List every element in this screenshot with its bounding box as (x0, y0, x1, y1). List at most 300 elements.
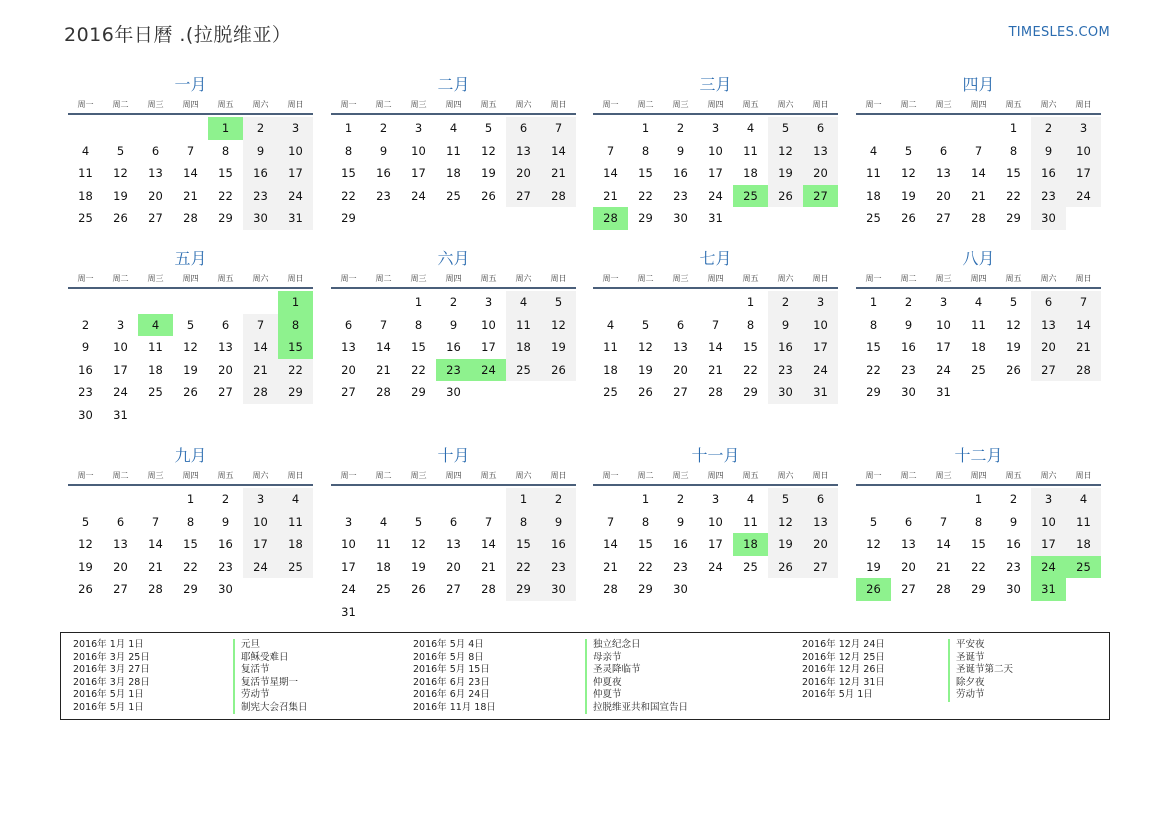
day-cell[interactable]: 22 (971, 559, 986, 574)
day-cell[interactable]: 9 (541, 511, 576, 534)
day-cell[interactable]: 7 (939, 514, 948, 529)
day-cell[interactable]: 17 (803, 336, 838, 359)
day-cell[interactable]: 1 (869, 295, 878, 309)
day-cell[interactable]: 11 (971, 317, 986, 332)
day-cell[interactable]: 31 (936, 385, 951, 399)
day-cell[interactable]: 23 (78, 385, 93, 399)
day-cell[interactable]: 7 (974, 143, 983, 158)
day-cell[interactable]: 11 (743, 514, 758, 529)
day-cell[interactable]: 14 (936, 537, 951, 551)
day-cell[interactable]: 10 (936, 317, 951, 332)
day-cell[interactable]: 14 (603, 537, 618, 551)
day-cell[interactable]: 2 (541, 488, 576, 511)
day-cell[interactable]: 29 (638, 582, 653, 596)
day-cell[interactable]: 30 (218, 582, 233, 596)
day-cell[interactable]: 5 (186, 317, 195, 332)
day-cell[interactable]: 10 (243, 511, 278, 534)
day-cell[interactable]: 27 (1031, 359, 1066, 382)
day-cell[interactable]: 22 (866, 362, 881, 377)
day-cell[interactable]: 24 (936, 362, 951, 377)
day-cell[interactable]: 9 (1031, 140, 1066, 163)
day-cell[interactable]: 26 (113, 211, 128, 225)
day-cell[interactable]: 16 (243, 162, 278, 185)
day-cell[interactable]: 6 (1031, 291, 1066, 314)
day-cell[interactable]: 5 (541, 291, 576, 314)
day-cell[interactable]: 16 (1006, 537, 1021, 551)
day-cell[interactable]: 4 (278, 488, 313, 511)
day-cell[interactable]: 26 (481, 188, 496, 203)
day-cell[interactable]: 23 (541, 556, 576, 579)
day-cell[interactable]: 12 (638, 340, 653, 354)
day-cell[interactable]: 13 (506, 140, 541, 163)
day-cell[interactable]: 6 (221, 317, 230, 332)
day-cell[interactable]: 11 (278, 511, 313, 534)
day-cell[interactable]: 23 (901, 362, 916, 377)
day-cell[interactable]: 15 (743, 340, 758, 354)
day-cell[interactable]: 7 (711, 317, 720, 332)
day-cell[interactable]: 4 (746, 121, 755, 135)
day-cell[interactable]: 27 (673, 385, 688, 399)
day-cell[interactable]: 22 (743, 362, 758, 377)
day-cell[interactable]: 15 (506, 533, 541, 556)
day-cell[interactable]: 5 (641, 317, 650, 332)
day-cell[interactable]: 6 (151, 143, 160, 158)
day-cell[interactable]: 4 (449, 121, 458, 135)
day-cell[interactable]: 22 (278, 359, 313, 382)
day-cell[interactable]: 20 (936, 188, 951, 203)
day-cell[interactable]: 7 (243, 314, 278, 337)
day-cell[interactable]: 19 (638, 362, 653, 377)
day-cell[interactable]: 22 (411, 362, 426, 377)
day-cell[interactable]: 24 (803, 359, 838, 382)
day-cell[interactable]: 31 (341, 604, 356, 619)
day-cell[interactable]: 3 (414, 121, 423, 135)
day-cell[interactable]: 7 (541, 117, 576, 140)
day-cell[interactable]: 28 (603, 582, 618, 596)
holiday-day-cell[interactable]: 28 (593, 207, 628, 230)
day-cell[interactable]: 10 (1066, 140, 1101, 163)
day-cell[interactable]: 13 (446, 537, 461, 551)
day-cell[interactable]: 8 (344, 143, 353, 158)
day-cell[interactable]: 26 (1006, 362, 1021, 377)
day-cell[interactable]: 20 (113, 559, 128, 574)
day-cell[interactable]: 9 (243, 140, 278, 163)
holiday-day-cell[interactable]: 26 (856, 578, 891, 601)
day-cell[interactable]: 10 (708, 514, 723, 529)
day-cell[interactable]: 1 (641, 121, 650, 135)
day-cell[interactable]: 28 (1066, 359, 1101, 382)
holiday-day-cell[interactable]: 31 (1031, 578, 1066, 601)
day-cell[interactable]: 13 (341, 340, 356, 354)
day-cell[interactable]: 1 (414, 295, 423, 309)
day-cell[interactable]: 18 (743, 166, 758, 180)
day-cell[interactable]: 27 (341, 385, 356, 399)
day-cell[interactable]: 24 (113, 385, 128, 399)
day-cell[interactable]: 9 (768, 314, 803, 337)
day-cell[interactable]: 10 (1031, 511, 1066, 534)
day-cell[interactable]: 13 (1031, 314, 1066, 337)
day-cell[interactable]: 30 (901, 385, 916, 399)
day-cell[interactable]: 29 (341, 211, 356, 225)
day-cell[interactable]: 13 (148, 166, 163, 180)
day-cell[interactable]: 30 (78, 407, 93, 422)
day-cell[interactable]: 16 (768, 336, 803, 359)
day-cell[interactable]: 3 (344, 514, 353, 529)
day-cell[interactable]: 9 (1009, 514, 1018, 529)
holiday-day-cell[interactable]: 25 (1066, 556, 1101, 579)
day-cell[interactable]: 23 (1006, 559, 1021, 574)
day-cell[interactable]: 20 (148, 188, 163, 203)
day-cell[interactable]: 12 (901, 166, 916, 180)
day-cell[interactable]: 22 (638, 559, 653, 574)
day-cell[interactable]: 13 (673, 340, 688, 354)
day-cell[interactable]: 15 (341, 166, 356, 180)
day-cell[interactable]: 20 (218, 362, 233, 377)
day-cell[interactable]: 13 (803, 511, 838, 534)
day-cell[interactable]: 28 (936, 582, 951, 596)
day-cell[interactable]: 15 (183, 537, 198, 551)
day-cell[interactable]: 29 (506, 578, 541, 601)
day-cell[interactable]: 20 (341, 362, 356, 377)
day-cell[interactable]: 1 (1009, 121, 1018, 135)
day-cell[interactable]: 29 (866, 385, 881, 399)
day-cell[interactable]: 8 (641, 143, 650, 158)
day-cell[interactable]: 31 (803, 381, 838, 404)
day-cell[interactable]: 26 (183, 385, 198, 399)
day-cell[interactable]: 5 (1009, 295, 1018, 309)
day-cell[interactable]: 9 (81, 340, 90, 354)
day-cell[interactable]: 25 (446, 188, 461, 203)
day-cell[interactable]: 11 (78, 166, 93, 180)
day-cell[interactable]: 8 (506, 511, 541, 534)
day-cell[interactable]: 4 (1066, 488, 1101, 511)
day-cell[interactable]: 12 (1006, 317, 1021, 332)
day-cell[interactable]: 29 (1006, 211, 1021, 225)
day-cell[interactable]: 3 (278, 117, 313, 140)
day-cell[interactable]: 17 (936, 340, 951, 354)
day-cell[interactable]: 23 (1031, 185, 1066, 208)
day-cell[interactable]: 12 (183, 340, 198, 354)
day-cell[interactable]: 16 (218, 537, 233, 551)
day-cell[interactable]: 7 (379, 317, 388, 332)
day-cell[interactable]: 14 (541, 140, 576, 163)
day-cell[interactable]: 24 (243, 556, 278, 579)
day-cell[interactable]: 30 (1031, 207, 1066, 230)
day-cell[interactable]: 4 (606, 317, 615, 332)
day-cell[interactable]: 24 (411, 188, 426, 203)
day-cell[interactable]: 30 (243, 207, 278, 230)
day-cell[interactable]: 10 (803, 314, 838, 337)
day-cell[interactable]: 18 (603, 362, 618, 377)
day-cell[interactable]: 15 (971, 537, 986, 551)
day-cell[interactable]: 7 (606, 514, 615, 529)
day-cell[interactable]: 2 (1009, 492, 1018, 506)
day-cell[interactable]: 5 (768, 117, 803, 140)
day-cell[interactable]: 31 (278, 207, 313, 230)
day-cell[interactable]: 6 (904, 514, 913, 529)
day-cell[interactable]: 10 (113, 340, 128, 354)
day-cell[interactable]: 16 (1031, 162, 1066, 185)
day-cell[interactable]: 16 (78, 362, 93, 377)
day-cell[interactable]: 20 (673, 362, 688, 377)
day-cell[interactable]: 1 (974, 492, 983, 506)
day-cell[interactable]: 12 (541, 314, 576, 337)
day-cell[interactable]: 8 (414, 317, 423, 332)
day-cell[interactable]: 24 (708, 188, 723, 203)
day-cell[interactable]: 16 (901, 340, 916, 354)
day-cell[interactable]: 6 (344, 317, 353, 332)
day-cell[interactable]: 31 (113, 407, 128, 422)
day-cell[interactable]: 20 (446, 559, 461, 574)
day-cell[interactable]: 15 (638, 537, 653, 551)
day-cell[interactable]: 18 (78, 188, 93, 203)
day-cell[interactable]: 18 (866, 188, 881, 203)
day-cell[interactable]: 22 (183, 559, 198, 574)
day-cell[interactable]: 19 (183, 362, 198, 377)
day-cell[interactable]: 11 (506, 314, 541, 337)
day-cell[interactable]: 19 (768, 162, 803, 185)
day-cell[interactable]: 21 (1066, 336, 1101, 359)
day-cell[interactable]: 23 (243, 185, 278, 208)
day-cell[interactable]: 28 (708, 385, 723, 399)
day-cell[interactable]: 27 (446, 582, 461, 596)
day-cell[interactable]: 30 (1006, 582, 1021, 596)
day-cell[interactable]: 14 (1066, 314, 1101, 337)
day-cell[interactable]: 21 (603, 559, 618, 574)
day-cell[interactable]: 11 (743, 143, 758, 158)
day-cell[interactable]: 11 (446, 143, 461, 158)
day-cell[interactable]: 30 (541, 578, 576, 601)
day-cell[interactable]: 12 (866, 537, 881, 551)
day-cell[interactable]: 7 (606, 143, 615, 158)
day-cell[interactable]: 10 (278, 140, 313, 163)
day-cell[interactable]: 3 (711, 492, 720, 506)
day-cell[interactable]: 12 (768, 511, 803, 534)
day-cell[interactable]: 18 (148, 362, 163, 377)
day-cell[interactable]: 19 (541, 336, 576, 359)
day-cell[interactable]: 22 (638, 188, 653, 203)
day-cell[interactable]: 17 (113, 362, 128, 377)
day-cell[interactable]: 2 (904, 295, 913, 309)
day-cell[interactable]: 21 (183, 188, 198, 203)
day-cell[interactable]: 20 (901, 559, 916, 574)
day-cell[interactable]: 26 (768, 556, 803, 579)
day-cell[interactable]: 13 (218, 340, 233, 354)
day-cell[interactable]: 17 (481, 340, 496, 354)
day-cell[interactable]: 11 (1066, 511, 1101, 534)
day-cell[interactable]: 27 (506, 185, 541, 208)
day-cell[interactable]: 2 (81, 317, 90, 332)
day-cell[interactable]: 29 (743, 385, 758, 399)
day-cell[interactable]: 15 (866, 340, 881, 354)
day-cell[interactable]: 14 (603, 166, 618, 180)
day-cell[interactable]: 28 (541, 185, 576, 208)
day-cell[interactable]: 1 (186, 492, 195, 506)
day-cell[interactable]: 8 (641, 514, 650, 529)
holiday-day-cell[interactable]: 25 (733, 185, 768, 208)
day-cell[interactable]: 1 (506, 488, 541, 511)
day-cell[interactable]: 30 (446, 385, 461, 399)
day-cell[interactable]: 19 (901, 188, 916, 203)
day-cell[interactable]: 7 (1066, 291, 1101, 314)
day-cell[interactable]: 18 (278, 533, 313, 556)
day-cell[interactable]: 3 (939, 295, 948, 309)
day-cell[interactable]: 4 (81, 143, 90, 158)
day-cell[interactable]: 29 (971, 582, 986, 596)
day-cell[interactable]: 13 (803, 140, 838, 163)
day-cell[interactable]: 28 (376, 385, 391, 399)
day-cell[interactable]: 27 (936, 211, 951, 225)
day-cell[interactable]: 6 (803, 488, 838, 511)
day-cell[interactable]: 25 (866, 211, 881, 225)
day-cell[interactable]: 8 (974, 514, 983, 529)
day-cell[interactable]: 22 (341, 188, 356, 203)
day-cell[interactable]: 4 (746, 492, 755, 506)
day-cell[interactable]: 7 (186, 143, 195, 158)
day-cell[interactable]: 2 (676, 492, 685, 506)
day-cell[interactable]: 27 (148, 211, 163, 225)
day-cell[interactable]: 21 (243, 359, 278, 382)
day-cell[interactable]: 28 (183, 211, 198, 225)
day-cell[interactable]: 23 (218, 559, 233, 574)
day-cell[interactable]: 15 (638, 166, 653, 180)
day-cell[interactable]: 1 (746, 295, 755, 309)
day-cell[interactable]: 20 (506, 162, 541, 185)
day-cell[interactable]: 25 (506, 359, 541, 382)
day-cell[interactable]: 31 (708, 211, 723, 225)
day-cell[interactable]: 13 (936, 166, 951, 180)
day-cell[interactable]: 16 (673, 537, 688, 551)
holiday-day-cell[interactable]: 1 (208, 117, 243, 140)
day-cell[interactable]: 13 (113, 537, 128, 551)
day-cell[interactable]: 2 (379, 121, 388, 135)
day-cell[interactable]: 19 (411, 559, 426, 574)
day-cell[interactable]: 5 (414, 514, 423, 529)
day-cell[interactable]: 19 (866, 559, 881, 574)
day-cell[interactable]: 2 (676, 121, 685, 135)
day-cell[interactable]: 21 (541, 162, 576, 185)
day-cell[interactable]: 16 (541, 533, 576, 556)
day-cell[interactable]: 30 (768, 381, 803, 404)
day-cell[interactable]: 26 (541, 359, 576, 382)
day-cell[interactable]: 2 (449, 295, 458, 309)
day-cell[interactable]: 24 (341, 582, 356, 596)
day-cell[interactable]: 10 (341, 537, 356, 551)
day-cell[interactable]: 26 (768, 185, 803, 208)
day-cell[interactable]: 9 (379, 143, 388, 158)
day-cell[interactable]: 6 (676, 317, 685, 332)
day-cell[interactable]: 2 (768, 291, 803, 314)
day-cell[interactable]: 9 (904, 317, 913, 332)
day-cell[interactable]: 19 (113, 188, 128, 203)
day-cell[interactable]: 5 (116, 143, 125, 158)
day-cell[interactable]: 27 (218, 385, 233, 399)
day-cell[interactable]: 19 (78, 559, 93, 574)
day-cell[interactable]: 26 (901, 211, 916, 225)
day-cell[interactable]: 28 (481, 582, 496, 596)
holiday-day-cell[interactable]: 8 (278, 314, 313, 337)
day-cell[interactable]: 6 (449, 514, 458, 529)
day-cell[interactable]: 21 (603, 188, 618, 203)
day-cell[interactable]: 21 (148, 559, 163, 574)
holiday-day-cell[interactable]: 27 (803, 185, 838, 208)
day-cell[interactable]: 10 (411, 143, 426, 158)
day-cell[interactable]: 24 (278, 185, 313, 208)
day-cell[interactable]: 11 (866, 166, 881, 180)
day-cell[interactable]: 6 (939, 143, 948, 158)
day-cell[interactable]: 13 (901, 537, 916, 551)
day-cell[interactable]: 8 (869, 317, 878, 332)
day-cell[interactable]: 12 (78, 537, 93, 551)
day-cell[interactable]: 25 (603, 385, 618, 399)
day-cell[interactable]: 10 (481, 317, 496, 332)
day-cell[interactable]: 15 (411, 340, 426, 354)
day-cell[interactable]: 19 (1006, 340, 1021, 354)
day-cell[interactable]: 14 (243, 336, 278, 359)
day-cell[interactable]: 17 (708, 537, 723, 551)
day-cell[interactable]: 17 (243, 533, 278, 556)
day-cell[interactable]: 5 (484, 121, 493, 135)
day-cell[interactable]: 11 (376, 537, 391, 551)
day-cell[interactable]: 28 (148, 582, 163, 596)
day-cell[interactable]: 2 (221, 492, 230, 506)
day-cell[interactable]: 29 (183, 582, 198, 596)
day-cell[interactable]: 5 (768, 488, 803, 511)
day-cell[interactable]: 16 (446, 340, 461, 354)
day-cell[interactable]: 15 (218, 166, 233, 180)
day-cell[interactable]: 5 (869, 514, 878, 529)
day-cell[interactable]: 18 (1066, 533, 1101, 556)
day-cell[interactable]: 5 (904, 143, 913, 158)
day-cell[interactable]: 16 (376, 166, 391, 180)
day-cell[interactable]: 20 (803, 533, 838, 556)
holiday-day-cell[interactable]: 4 (138, 314, 173, 337)
day-cell[interactable]: 22 (1006, 188, 1021, 203)
day-cell[interactable]: 12 (411, 537, 426, 551)
day-cell[interactable]: 3 (116, 317, 125, 332)
day-cell[interactable]: 24 (708, 559, 723, 574)
day-cell[interactable]: 14 (708, 340, 723, 354)
day-cell[interactable]: 14 (481, 537, 496, 551)
day-cell[interactable]: 12 (113, 166, 128, 180)
day-cell[interactable]: 21 (376, 362, 391, 377)
day-cell[interactable]: 2 (243, 117, 278, 140)
day-cell[interactable]: 4 (869, 143, 878, 158)
day-cell[interactable]: 17 (341, 559, 356, 574)
day-cell[interactable]: 3 (1066, 117, 1101, 140)
day-cell[interactable]: 7 (484, 514, 493, 529)
day-cell[interactable]: 17 (278, 162, 313, 185)
day-cell[interactable]: 25 (971, 362, 986, 377)
day-cell[interactable]: 19 (768, 533, 803, 556)
day-cell[interactable]: 17 (1031, 533, 1066, 556)
day-cell[interactable]: 11 (148, 340, 163, 354)
day-cell[interactable]: 12 (481, 143, 496, 158)
day-cell[interactable]: 27 (803, 556, 838, 579)
day-cell[interactable]: 29 (278, 381, 313, 404)
holiday-day-cell[interactable]: 24 (1031, 556, 1066, 579)
day-cell[interactable]: 17 (411, 166, 426, 180)
day-cell[interactable]: 29 (218, 211, 233, 225)
day-cell[interactable]: 21 (481, 559, 496, 574)
day-cell[interactable]: 18 (446, 166, 461, 180)
day-cell[interactable]: 25 (148, 385, 163, 399)
day-cell[interactable]: 16 (673, 166, 688, 180)
day-cell[interactable]: 3 (711, 121, 720, 135)
day-cell[interactable]: 6 (506, 117, 541, 140)
day-cell[interactable]: 3 (484, 295, 493, 309)
day-cell[interactable]: 3 (243, 488, 278, 511)
